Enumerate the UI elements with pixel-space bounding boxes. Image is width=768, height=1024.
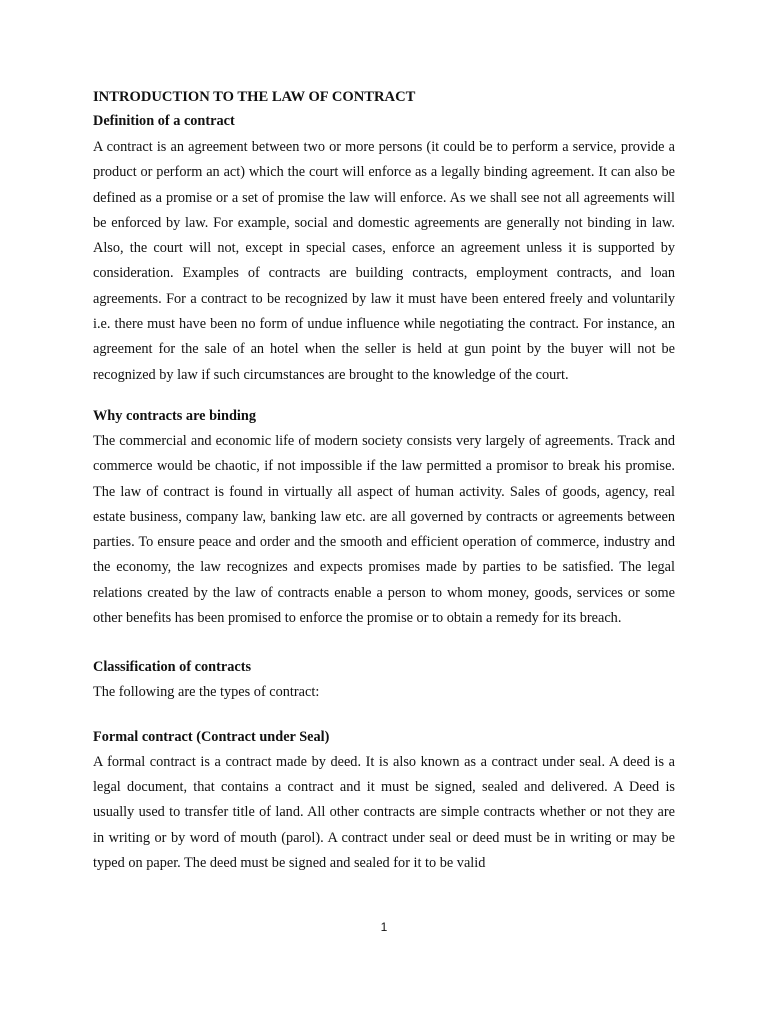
document-title: INTRODUCTION TO THE LAW OF CONTRACT [93,89,416,105]
section-paragraph-formal-contract: A formal contract is a contract made by deed. It is also known as a contract under seal. A deed is a legal document, that contains a contract and it must be signed, sealed and delivered. A Deed is usually used to transfer title of land. All other contracts are simple contracts whether or not they are in writing or by word of mouth (parol). A contract under seal or deed must be in writing or may be typed on paper. The deed must be signed and sealed for it to be valid [93,753,675,871]
page-number: 1 [380,920,388,934]
section-heading-definition: Definition of a contract [93,113,235,129]
section-paragraph-classification: The following are the types of contract: [93,684,320,701]
document-body [93,86,675,876]
section-heading-formal-contract: Formal contract (Contract under Seal) [93,728,330,745]
section-heading-classification: Classification of contracts [93,659,252,676]
section-paragraph-why-binding: The commercial and economic life of modern society consists very largely of agreements. Track and commerce would be chaotic, if not impossible if the law permitted a promisor to break his promise. The law of contract is found in virtually all aspect of human activity. Sales of goods, agency, real estate business, company law, banking law etc. are all governed by contracts or agreements between parties. To ensure peace and order and the smooth and efficient operation of commerce, industry and the economy, the law recognizes and expects promises made by parties to be satisfied. The legal relations created by the law of contracts enable a person to whom money, goods, services or some other benefits has been promised to enforce the promise or to obtain a remedy for its breach. [93,432,675,627]
section-paragraph-definition: A contract is an agreement between two or more persons (it could be to perform a service, provide a product or perform an act) which the court will enforce as a legally binding agreement. It can also be defined as a promise or a set of promise the law will enforce. As we shall see not all agreements will be enforced by law. For example, social and domestic agreements are generally not binding in law. Also, the court will not, except in special cases, enforce an agreement unless it is supported by consideration. Examples of contracts are building contracts, employment contracts, and loan agreements. For a contract to be recognized by law it must have been entered freely and voluntarily i.e. there must have been no form of undue influence while negotiating the contract. For instance, an agreement for the sale of an hotel when the seller is held at gun point by the buyer will not be recognized by law if such circumstances are brought to the knowledge of the court. [93,139,675,383]
section-heading-why-binding: Why contracts are binding [93,407,256,424]
